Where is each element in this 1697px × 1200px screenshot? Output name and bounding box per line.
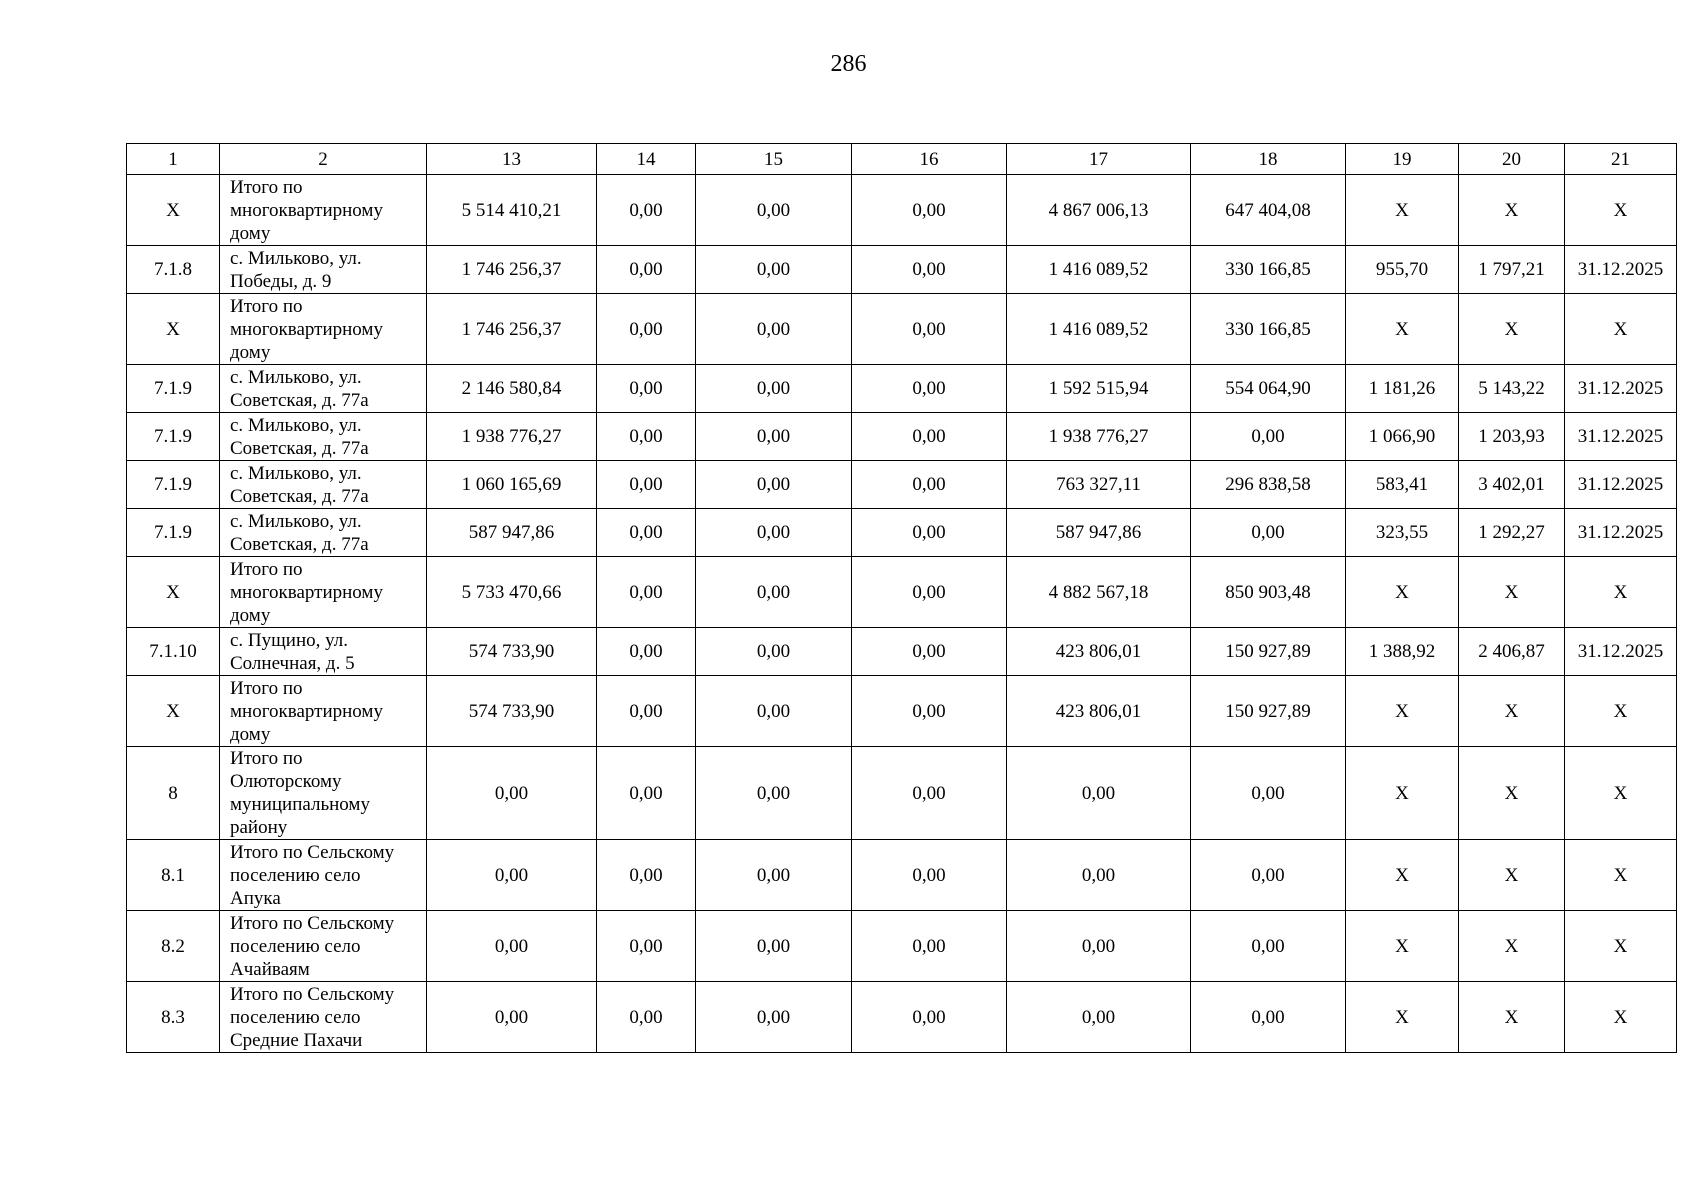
row-name-line: поселению село <box>230 864 361 886</box>
row-name-line: поселению село <box>230 1006 361 1028</box>
value-cell-c17: 4 867 006,13 <box>1007 175 1191 246</box>
value-cell-c14: 0,00 <box>597 413 696 461</box>
value-cell-c14: 0,00 <box>597 175 696 246</box>
value-cell-c19: X <box>1346 840 1459 911</box>
row-name-cell <box>220 747 427 840</box>
value-cell-c13: 1 938 776,27 <box>427 413 597 461</box>
row-name-cell <box>220 840 427 911</box>
value-cell-c18: 0,00 <box>1191 982 1346 1053</box>
header-cell: 13 <box>427 144 597 175</box>
header-cell: 14 <box>597 144 696 175</box>
table-row <box>127 246 1677 294</box>
row-name-line: Советская, д. 77а <box>230 533 369 555</box>
value-cell-c15: 0,00 <box>696 294 852 365</box>
value-cell-c16: 0,00 <box>852 413 1007 461</box>
value-cell-c19: X <box>1346 982 1459 1053</box>
row-name-line: с. Мильково, ул. <box>230 247 362 269</box>
value-cell-c17: 763 327,11 <box>1007 461 1191 509</box>
value-cell-c20: X <box>1459 911 1565 982</box>
value-cell-c20: X <box>1459 982 1565 1053</box>
value-cell-c19: 323,55 <box>1346 509 1459 557</box>
row-name-line: Советская, д. 77а <box>230 389 369 411</box>
value-cell-c14: 0,00 <box>597 747 696 840</box>
value-cell-c20: 1 292,27 <box>1459 509 1565 557</box>
row-name-line: Итого по <box>230 558 303 580</box>
table-row <box>127 557 1677 628</box>
row-name-cell <box>220 628 427 676</box>
row-name-line: Советская, д. 77а <box>230 485 369 507</box>
value-cell-c17: 0,00 <box>1007 982 1191 1053</box>
row-name-cell <box>220 413 427 461</box>
value-cell-c19: X <box>1346 676 1459 747</box>
value-cell-c17: 423 806,01 <box>1007 676 1191 747</box>
value-cell-c15: 0,00 <box>696 246 852 294</box>
header-cell: 15 <box>696 144 852 175</box>
value-cell-c18: 150 927,89 <box>1191 628 1346 676</box>
row-name-line: Итого по Сельскому <box>230 912 395 934</box>
row-name-line: поселению село <box>230 935 361 957</box>
value-cell-c21: X <box>1565 840 1677 911</box>
value-cell-c18: 0,00 <box>1191 840 1346 911</box>
value-cell-c13: 1 746 256,37 <box>427 246 597 294</box>
value-cell-c14: 0,00 <box>597 294 696 365</box>
row-name-line: Солнечная, д. 5 <box>230 652 355 674</box>
row-number-cell: X <box>127 557 220 628</box>
value-cell-c18: 0,00 <box>1191 747 1346 840</box>
row-name-line: Итого по <box>230 748 303 769</box>
value-cell-c20: 1 203,93 <box>1459 413 1565 461</box>
value-cell-c16: 0,00 <box>852 628 1007 676</box>
row-name-line: многоквартирному <box>230 199 383 221</box>
value-cell-c17: 423 806,01 <box>1007 628 1191 676</box>
table-row <box>127 509 1677 557</box>
row-name-cell <box>220 676 427 747</box>
value-cell-c15: 0,00 <box>696 911 852 982</box>
value-cell-c16: 0,00 <box>852 747 1007 840</box>
value-cell-c18: 0,00 <box>1191 413 1346 461</box>
value-cell-c14: 0,00 <box>597 246 696 294</box>
value-cell-c21: X <box>1565 982 1677 1053</box>
value-cell-c20: X <box>1459 294 1565 365</box>
row-name-line: Итого по Сельскому <box>230 841 395 863</box>
value-cell-c16: 0,00 <box>852 676 1007 747</box>
value-cell-c15: 0,00 <box>696 982 852 1053</box>
row-name-line: с. Мильково, ул. <box>230 366 362 388</box>
value-cell-c21: 31.12.2025 <box>1565 461 1677 509</box>
value-cell-c19: X <box>1346 557 1459 628</box>
table-row <box>127 628 1677 676</box>
value-cell-c14: 0,00 <box>597 461 696 509</box>
value-cell-c21: 31.12.2025 <box>1565 365 1677 413</box>
value-cell-c16: 0,00 <box>852 557 1007 628</box>
row-name-line: Апука <box>230 887 281 909</box>
page-number: 286 <box>830 51 867 77</box>
row-name-cell <box>220 911 427 982</box>
value-cell-c17: 4 882 567,18 <box>1007 557 1191 628</box>
value-cell-c13: 1 060 165,69 <box>427 461 597 509</box>
value-cell-c21: X <box>1565 175 1677 246</box>
table-row <box>127 840 1677 911</box>
value-cell-c20: 5 143,22 <box>1459 365 1565 413</box>
row-name-cell <box>220 461 427 509</box>
row-name-line: муниципальному <box>230 794 370 815</box>
value-cell-c18: 0,00 <box>1191 911 1346 982</box>
row-number-cell: 7.1.9 <box>127 461 220 509</box>
value-cell-c17: 1 938 776,27 <box>1007 413 1191 461</box>
value-cell-c21: X <box>1565 557 1677 628</box>
row-number-cell: 8.2 <box>127 911 220 982</box>
header-cell: 19 <box>1346 144 1459 175</box>
value-cell-c21: 31.12.2025 <box>1565 413 1677 461</box>
row-number-cell: 7.1.10 <box>127 628 220 676</box>
value-cell-c20: X <box>1459 557 1565 628</box>
value-cell-c21: X <box>1565 294 1677 365</box>
value-cell-c13: 0,00 <box>427 840 597 911</box>
value-cell-c20: X <box>1459 747 1565 840</box>
value-cell-c19: X <box>1346 911 1459 982</box>
row-name-line: Ачайваям <box>230 958 310 980</box>
value-cell-c13: 574 733,90 <box>427 676 597 747</box>
value-cell-c14: 0,00 <box>597 840 696 911</box>
value-cell-c17: 587 947,86 <box>1007 509 1191 557</box>
value-cell-c19: 1 181,26 <box>1346 365 1459 413</box>
value-cell-c21: X <box>1565 676 1677 747</box>
value-cell-c17: 0,00 <box>1007 840 1191 911</box>
table-row <box>127 676 1677 747</box>
value-cell-c18: 647 404,08 <box>1191 175 1346 246</box>
value-cell-c13: 574 733,90 <box>427 628 597 676</box>
header-row <box>127 144 1677 175</box>
value-cell-c14: 0,00 <box>597 676 696 747</box>
header-cell: 17 <box>1007 144 1191 175</box>
data-table <box>126 143 1677 1053</box>
value-cell-c17: 0,00 <box>1007 747 1191 840</box>
value-cell-c15: 0,00 <box>696 175 852 246</box>
value-cell-c20: X <box>1459 840 1565 911</box>
row-name-line: Итого по <box>230 295 303 317</box>
value-cell-c13: 0,00 <box>427 982 597 1053</box>
value-cell-c16: 0,00 <box>852 840 1007 911</box>
value-cell-c15: 0,00 <box>696 365 852 413</box>
table-row <box>127 911 1677 982</box>
row-name-line: с. Пущино, ул. <box>230 629 349 651</box>
value-cell-c16: 0,00 <box>852 982 1007 1053</box>
header-cell: 21 <box>1565 144 1677 175</box>
value-cell-c13: 1 746 256,37 <box>427 294 597 365</box>
value-cell-c21: 31.12.2025 <box>1565 246 1677 294</box>
value-cell-c20: X <box>1459 676 1565 747</box>
table-row <box>127 982 1677 1053</box>
value-cell-c18: 150 927,89 <box>1191 676 1346 747</box>
value-cell-c16: 0,00 <box>852 175 1007 246</box>
value-cell-c18: 554 064,90 <box>1191 365 1346 413</box>
value-cell-c14: 0,00 <box>597 911 696 982</box>
value-cell-c21: 31.12.2025 <box>1565 628 1677 676</box>
value-cell-c17: 1 416 089,52 <box>1007 246 1191 294</box>
table-row <box>127 365 1677 413</box>
value-cell-c15: 0,00 <box>696 628 852 676</box>
row-name-line: Победы, д. 9 <box>230 270 332 292</box>
value-cell-c13: 5 733 470,66 <box>427 557 597 628</box>
row-name-cell <box>220 175 427 246</box>
header-cell: 18 <box>1191 144 1346 175</box>
value-cell-c14: 0,00 <box>597 628 696 676</box>
header-cell: 16 <box>852 144 1007 175</box>
value-cell-c13: 5 514 410,21 <box>427 175 597 246</box>
row-number-cell: 8.3 <box>127 982 220 1053</box>
table-row <box>127 747 1677 840</box>
value-cell-c19: X <box>1346 294 1459 365</box>
value-cell-c15: 0,00 <box>696 557 852 628</box>
header-cell: 2 <box>220 144 427 175</box>
value-cell-c19: 1 388,92 <box>1346 628 1459 676</box>
row-number-cell: 8 <box>127 747 220 840</box>
value-cell-c21: X <box>1565 911 1677 982</box>
row-name-line: Советская, д. 77а <box>230 437 369 459</box>
value-cell-c20: X <box>1459 175 1565 246</box>
value-cell-c18: 0,00 <box>1191 509 1346 557</box>
value-cell-c15: 0,00 <box>696 461 852 509</box>
table-row <box>127 175 1677 246</box>
row-name-line: с. Мильково, ул. <box>230 414 362 436</box>
row-name-line: многоквартирному <box>230 318 383 340</box>
row-name-line: многоквартирному <box>230 700 383 722</box>
value-cell-c18: 850 903,48 <box>1191 557 1346 628</box>
value-cell-c18: 296 838,58 <box>1191 461 1346 509</box>
row-number-cell: 7.1.9 <box>127 413 220 461</box>
value-cell-c21: 31.12.2025 <box>1565 509 1677 557</box>
row-name-line: дому <box>230 222 271 244</box>
value-cell-c13: 587 947,86 <box>427 509 597 557</box>
value-cell-c17: 1 416 089,52 <box>1007 294 1191 365</box>
value-cell-c13: 0,00 <box>427 911 597 982</box>
table-row <box>127 413 1677 461</box>
row-name-line: Средние Пахачи <box>230 1029 363 1051</box>
row-number-cell: X <box>127 294 220 365</box>
value-cell-c14: 0,00 <box>597 365 696 413</box>
value-cell-c16: 0,00 <box>852 461 1007 509</box>
value-cell-c16: 0,00 <box>852 509 1007 557</box>
row-name-line: Итого по <box>230 176 303 198</box>
row-name-cell <box>220 365 427 413</box>
value-cell-c17: 0,00 <box>1007 911 1191 982</box>
row-name-cell <box>220 982 427 1053</box>
value-cell-c18: 330 166,85 <box>1191 294 1346 365</box>
value-cell-c15: 0,00 <box>696 676 852 747</box>
row-name-cell <box>220 509 427 557</box>
value-cell-c20: 3 402,01 <box>1459 461 1565 509</box>
value-cell-c20: 1 797,21 <box>1459 246 1565 294</box>
value-cell-c15: 0,00 <box>696 747 852 840</box>
value-cell-c14: 0,00 <box>597 509 696 557</box>
value-cell-c16: 0,00 <box>852 246 1007 294</box>
value-cell-c13: 0,00 <box>427 747 597 840</box>
value-cell-c17: 1 592 515,94 <box>1007 365 1191 413</box>
value-cell-c14: 0,00 <box>597 557 696 628</box>
value-cell-c15: 0,00 <box>696 509 852 557</box>
row-name-line: дому <box>230 723 271 745</box>
row-name-line: Итого по Сельскому <box>230 983 395 1005</box>
row-name-line: Итого по <box>230 677 303 699</box>
header-cell: 1 <box>127 144 220 175</box>
value-cell-c16: 0,00 <box>852 294 1007 365</box>
value-cell-c20: 2 406,87 <box>1459 628 1565 676</box>
row-number-cell: 7.1.9 <box>127 509 220 557</box>
header-cell: 20 <box>1459 144 1565 175</box>
value-cell-c19: 955,70 <box>1346 246 1459 294</box>
value-cell-c19: X <box>1346 175 1459 246</box>
row-number-cell: 7.1.9 <box>127 365 220 413</box>
row-number-cell: X <box>127 175 220 246</box>
row-name-line: дому <box>230 341 271 363</box>
table-row <box>127 294 1677 365</box>
value-cell-c16: 0,00 <box>852 365 1007 413</box>
row-name-cell <box>220 246 427 294</box>
row-name-line: многоквартирному <box>230 581 383 603</box>
row-number-cell: X <box>127 676 220 747</box>
value-cell-c16: 0,00 <box>852 911 1007 982</box>
row-name-line: дому <box>230 604 271 626</box>
value-cell-c14: 0,00 <box>597 982 696 1053</box>
row-number-cell: 7.1.8 <box>127 246 220 294</box>
value-cell-c18: 330 166,85 <box>1191 246 1346 294</box>
value-cell-c15: 0,00 <box>696 413 852 461</box>
row-name-line: Олюторскому <box>230 771 342 792</box>
row-name-cell <box>220 557 427 628</box>
row-name-cell <box>220 294 427 365</box>
value-cell-c21: X <box>1565 747 1677 840</box>
value-cell-c19: X <box>1346 747 1459 840</box>
row-name-line: с. Мильково, ул. <box>230 462 362 484</box>
value-cell-c13: 2 146 580,84 <box>427 365 597 413</box>
row-name-line: с. Мильково, ул. <box>230 510 362 532</box>
row-name-line: району <box>230 817 288 838</box>
row-number-cell: 8.1 <box>127 840 220 911</box>
value-cell-c19: 583,41 <box>1346 461 1459 509</box>
table-row <box>127 461 1677 509</box>
table-body <box>127 144 1677 1053</box>
value-cell-c19: 1 066,90 <box>1346 413 1459 461</box>
value-cell-c15: 0,00 <box>696 840 852 911</box>
